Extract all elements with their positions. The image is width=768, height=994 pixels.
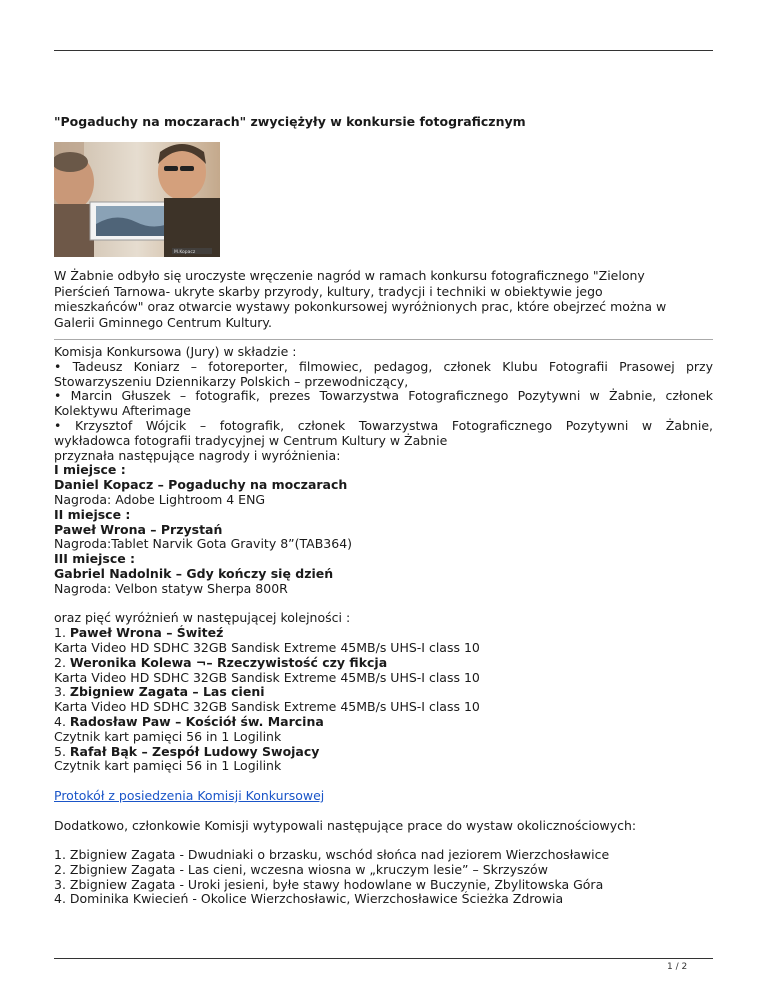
jury-member-2-cont: Kolektywu Afterimage [54,403,191,419]
header-rule [54,50,713,51]
section-rule [54,339,713,340]
page-number: 1 / 2 [667,962,688,972]
exhibition-item: 2. Zbigniew Zagata - Las cieni, wczesna wiosna w „kruczym lesie” – Skrzyszów [54,861,548,877]
first-place-prize: Nagroda: Adobe Lightroom 4 ENG [54,491,266,507]
distinction-5-prize: Czytnik kart pamięci 56 in 1 Logilink [54,758,282,774]
second-place-winner: Paweł Wrona – Przystań [54,521,223,537]
third-place-heading: III miejsce : [54,551,136,567]
distinction-4: 4. Radosław Paw – Kościół św. Marcina [54,713,324,729]
article-photo [54,142,220,257]
intro-line: Galerii Gminnego Centrum Kultury. [54,314,272,330]
distinction-4-prize: Czytnik kart pamięci 56 in 1 Logilink [54,728,282,744]
exhibition-intro: Dodatkowo, członkowie Komisji wytypowali następujące prace do wystaw okolicznościowych: [54,817,637,833]
distinction-3: 3. Zbigniew Zagata – Las cieni [54,684,265,700]
third-place-winner: Gabriel Nadolnik – Gdy kończy się dzień [54,565,334,581]
distinction-2: 2. Weronika Kolewa ¬– Rzeczywistość czy fikcja [54,654,388,670]
intro-line: W Żabnie odbyło się uroczyste wręczenie nagród w ramach konkursu fotograficznego "Zielony [54,268,645,283]
distinctions-intro: oraz pięć wyróżnień w następującej kolejności : [54,610,351,626]
exhibition-item: 1. Zbigniew Zagata - Dwudniaki o brzasku, wschód słońca nad jeziorem Wierzchosławice [54,847,610,863]
second-place-prize: Nagroda:Tablet Narvik Gota Gravity 8”(TAB364) [54,536,353,552]
protocol-link[interactable]: Protokół z posiedzenia Komisji Konkursowej [54,787,325,803]
jury-heading: Komisja Konkursowa (Jury) w składzie : [54,344,297,359]
jury-member-2: • Marcin Głuszek – fotografik, prezes Towarzystwa Fotograficznego Pozytywni w Żabnie, członek [54,388,713,404]
exhibition-item: 4. Dominika Kwiecień - Okolice Wierzchosławic, Wierzchosławice Ścieżka Zdrowia [54,891,564,907]
exhibition-item: 3. Zbigniew Zagata - Uroki jesieni, byłe stawy hodowlane w Buczynie, Zbylitowska Góra [54,876,604,892]
awards-intro: przyznała następujące nagrody i wyróżnienia: [54,447,341,463]
jury-member-1: • Tadeusz Koniarz – fotoreporter, filmowiec, pedagog, członek Klubu Fotografii Prasowej przy [54,358,713,374]
article-title: "Pogaduchy na moczarach" zwyciężyły w konkursie fotograficznym [54,114,526,129]
first-place-winner: Daniel Kopacz – Pogaduchy na moczarach [54,477,348,493]
distinction-2-prize: Karta Video HD SDHC 32GB Sandisk Extreme 45MB/s UHS-I class 10 [54,669,480,685]
jury-member-3: • Krzysztof Wójcik – fotografik, członek Towarzystwa Fotograficznego Pozytywni w Żabnie, [54,417,713,433]
distinction-1: 1. Paweł Wrona – Świteź [54,625,224,641]
intro-line: mieszkańców" oraz otwarcie wystawy pokonkursowej wyróżnionych prac, które obejrzeć można w [54,299,667,314]
jury-member-3-cont: wykładowca fotografii tradycyjnej w Centrum Kultury w Żabnie [54,432,448,448]
intro-paragraph [54,268,714,330]
distinction-5: 5. Rafał Bąk – Zespół Ludowy Swojacy [54,743,320,759]
intro-line: Pierścień Tarnowa- ukryte skarby przyrody, kultury, tradycji i techniki w obiektywie jego [54,283,603,299]
third-place-prize: Nagroda: Velbon statyw Sherpa 800R [54,580,288,596]
article-body [54,345,713,907]
footer-rule [54,958,713,959]
second-place-heading: II miejsce : [54,506,131,522]
photo-watermark: M.Kopacz [174,250,196,255]
distinction-1-prize: Karta Video HD SDHC 32GB Sandisk Extreme 45MB/s UHS-I class 10 [54,639,480,655]
jury-member-1-cont: Stowarzyszeniu Dziennikarzy Polskich – przewodniczący, [54,373,409,389]
first-place-heading: I miejsce : [54,462,126,478]
distinction-3-prize: Karta Video HD SDHC 32GB Sandisk Extreme 45MB/s UHS-I class 10 [54,699,480,715]
